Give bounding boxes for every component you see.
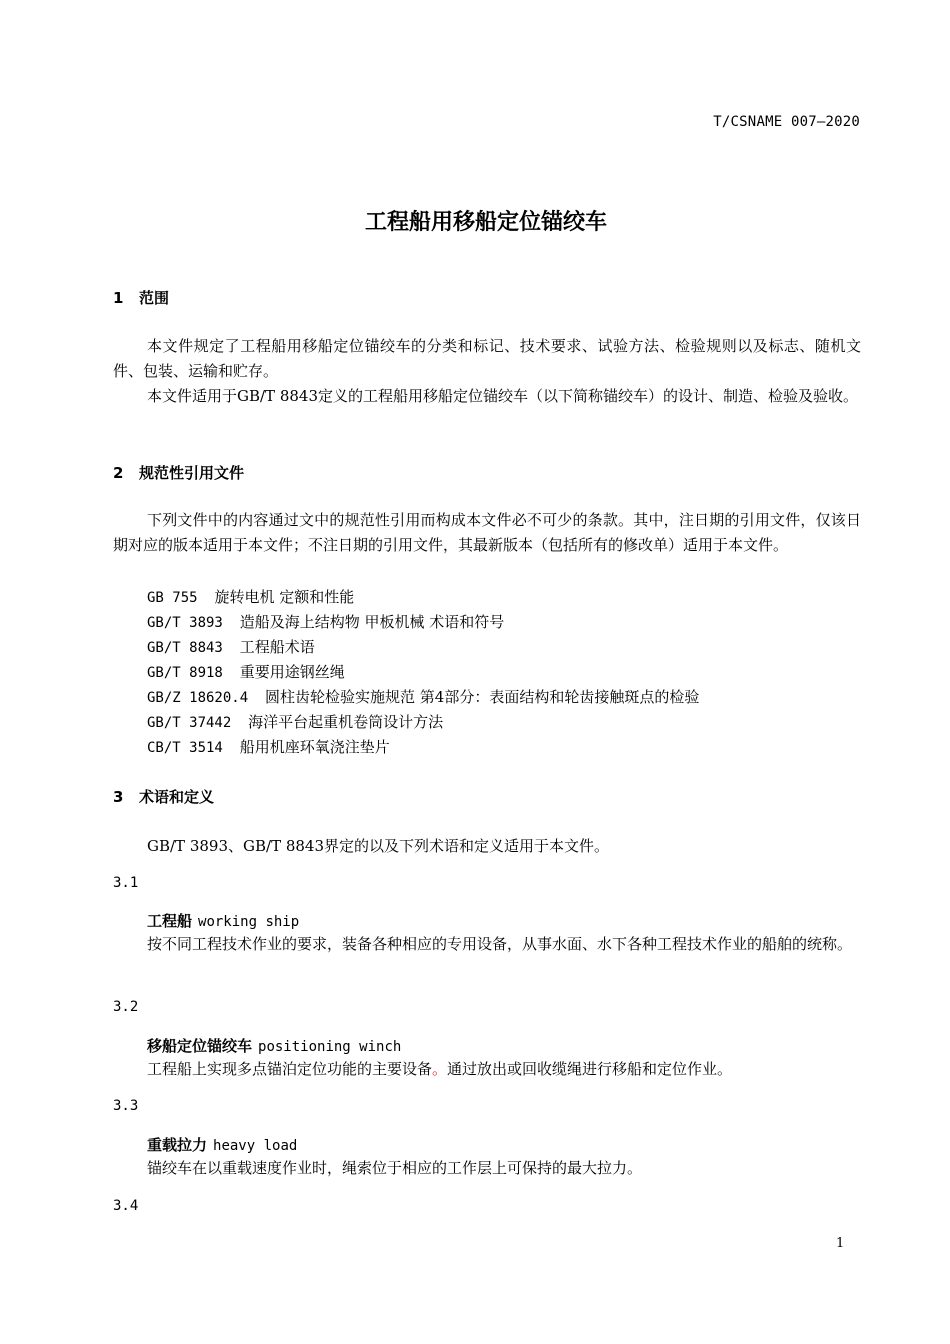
section-number: 3 — [113, 788, 124, 806]
section-2-heading — [113, 462, 244, 483]
definition-text: 按不同工程技术作业的要求，装备各种相应的专用设备，从事水面、水下各种工程技术作业的船舶的统称。 — [147, 935, 853, 953]
scope-paragraph-1: 本文件规定了工程船用移船定位锚绞车的分类和标记、技术要求、试验方法、检验规则以及标志、随机文件、包装、运输和贮存。 — [113, 337, 861, 380]
reference-item — [147, 686, 699, 707]
definition-text: 锚绞车在以重载速度作业时，绳索位于相应的工作层上可保持的最大拉力。 — [147, 1159, 643, 1177]
clause-number: 3.2 — [113, 999, 139, 1015]
section-title: 术语和定义 — [139, 788, 215, 806]
definition-text: 工程船上实现多点锚泊定位功能的主要设备 — [147, 1060, 433, 1078]
term-heading — [147, 1134, 297, 1155]
term-en: positioning winch — [258, 1039, 402, 1055]
term-zh: 移船定位锚绞车 — [147, 1037, 253, 1055]
page-number: 1 — [836, 1236, 845, 1251]
document-number: T/CSNAME 007—2020 — [713, 114, 860, 130]
reference-item — [147, 586, 354, 607]
normative-references-intro: 下列文件中的内容通过文中的规范性引用而构成本文件必不可少的条款。其中，注日期的引用文件，仅该日期对应的版本适用于本文件；不注日期的引用文件，其最新版本（包括所有的修改单）适用于本文件。 — [113, 511, 861, 554]
section-3-heading — [113, 786, 214, 807]
reference-code: GB 755 — [147, 590, 198, 606]
terms-intro: GB/T 3893、GB/T 8843界定的以及下列术语和定义适用于本文件。 — [147, 837, 610, 855]
term-definition — [113, 1156, 861, 1181]
highlight-mark: 。 — [432, 1060, 448, 1078]
section-number: 1 — [113, 289, 124, 307]
definition-text: 通过放出或回收缆绳进行移船和定位作业。 — [447, 1060, 733, 1078]
reference-code: GB/T 8918 — [147, 665, 223, 681]
term-en: working ship — [198, 914, 300, 930]
section-title: 范围 — [139, 289, 170, 307]
term-heading — [147, 910, 299, 931]
reference-code: GB/T 37442 — [147, 715, 232, 731]
reference-code: GB/T 3893 — [147, 615, 223, 631]
clause-number: 3.3 — [113, 1098, 139, 1114]
reference-item — [147, 611, 504, 632]
clause-number: 3.4 — [113, 1198, 139, 1214]
term-zh: 重载拉力 — [147, 1136, 208, 1154]
reference-item — [147, 661, 345, 682]
reference-title: 旋转电机 定额和性能 — [214, 588, 355, 606]
term-definition — [113, 1057, 861, 1082]
reference-title: 圆柱齿轮检验实施规范 第4部分：表面结构和轮齿接触斑点的检验 — [265, 688, 700, 706]
section-1-heading — [113, 287, 169, 308]
reference-title: 船用机座环氧浇注垫片 — [239, 738, 390, 756]
reference-code: CB/T 3514 — [147, 740, 223, 756]
reference-title: 造船及海上结构物 甲板机械 术语和符号 — [239, 613, 505, 631]
reference-code: GB/T 8843 — [147, 640, 223, 656]
term-heading — [147, 1035, 401, 1056]
reference-item — [147, 636, 315, 657]
clause-number: 3.1 — [113, 875, 139, 891]
term-definition — [113, 932, 861, 957]
reference-title: 重要用途钢丝绳 — [239, 663, 345, 681]
document-title: 工程船用移船定位锚绞车 — [364, 210, 607, 235]
reference-title: 工程船术语 — [239, 638, 315, 656]
section-title: 规范性引用文件 — [139, 464, 245, 482]
reference-item — [147, 736, 390, 757]
section-number: 2 — [113, 464, 124, 482]
reference-code: GB/Z 18620.4 — [147, 690, 249, 706]
reference-title: 海洋平台起重机卷筒设计方法 — [248, 713, 444, 731]
term-zh: 工程船 — [147, 912, 193, 930]
reference-item — [147, 711, 443, 732]
scope-paragraph-2: 本文件适用于GB/T 8843定义的工程船用移船定位锚绞车（以下简称锚绞车）的设计、制造、检验及验收。 — [147, 387, 859, 405]
term-en: heavy load — [213, 1138, 298, 1154]
